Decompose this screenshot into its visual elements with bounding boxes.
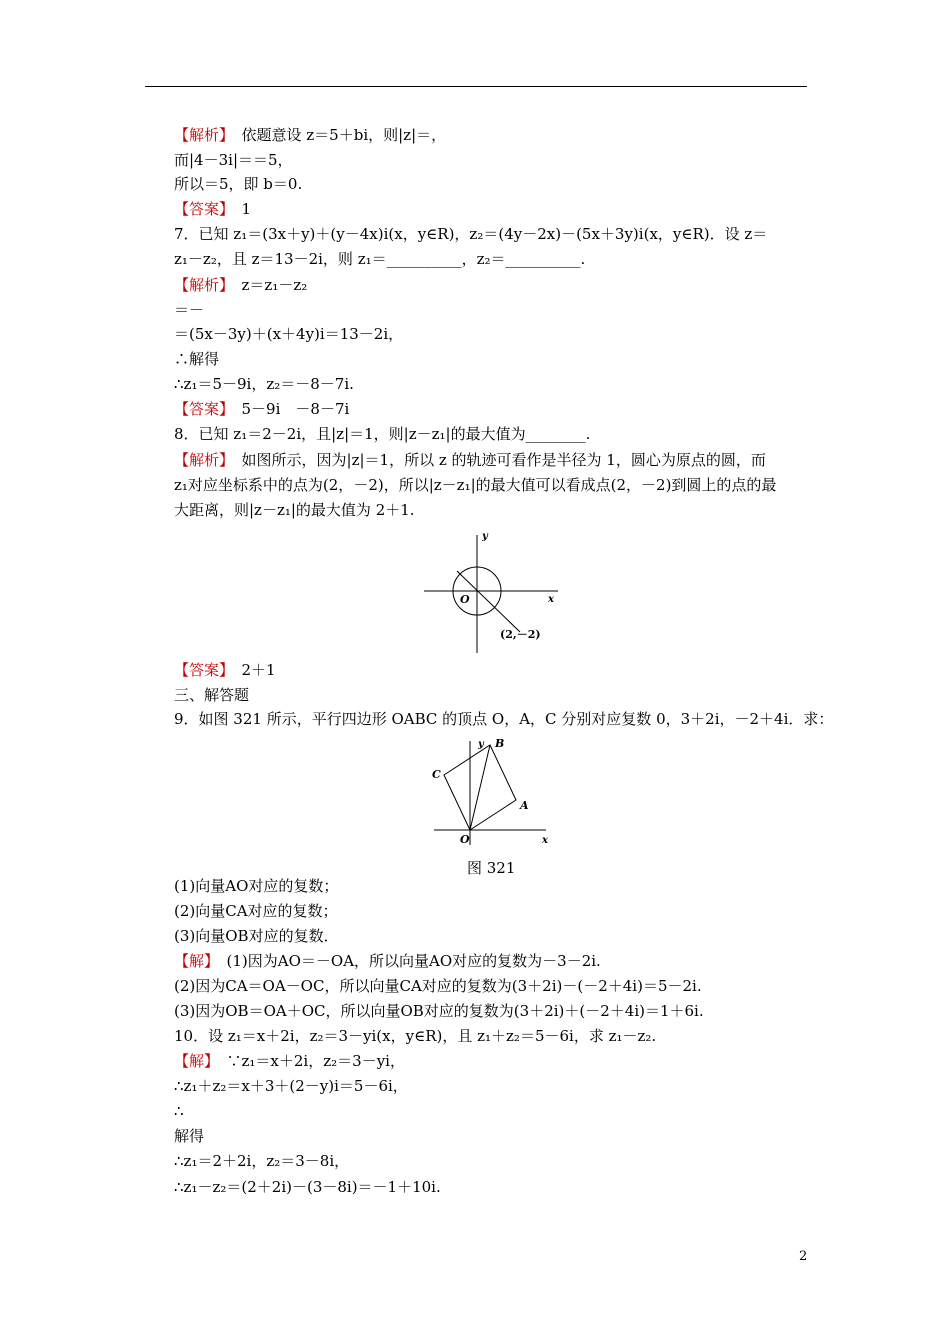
section-tag: 【解析】 [174,451,227,469]
text-line [174,660,276,680]
header-rule [145,86,807,87]
section-tag: 【答案】 [174,661,227,679]
section-tag: 【答案】 [174,200,227,218]
line-text: (2)因为CA＝OA－OC，所以向量CA对应的复数为(3＋2i)－(－2＋4i)＝5－2i. [174,977,702,995]
page-number: 2 [799,1249,808,1264]
text-line [174,1051,405,1071]
parallelogram-figure [430,735,560,850]
text-line [174,1076,408,1096]
text-line [174,926,339,946]
line-text: 7．已知 z₁＝(3x＋y)＋(y－4x)i(x，y∈R)，z₂＝(4y－2x)－(5x＋3y)i(x，y∈R)．设 z＝ [174,225,768,243]
line-text: ∴z₁－z₂＝(2＋2i)－(3－8i)＝－1＋10i. [174,1178,441,1196]
section-tag: 【答案】 [174,400,227,418]
text-line [174,424,590,444]
line-text: 9．如图 321 所示，平行四边形 OABC 的顶点 O，A，C 分别对应复数 0，3＋2i，－2＋4i．求： [174,710,834,728]
line-text: (3)向量OB对应的复数． [174,927,339,945]
text-line [174,1001,704,1021]
line-text: z＝z₁－z₂ [226,276,308,294]
text-line [174,709,833,729]
section-tag: 【解】 [174,1052,212,1070]
text-line [174,901,338,921]
line-text: (1)因为AO＝－OA，所以向量AO对应的复数为－3－2i. [211,952,601,970]
text-line [174,450,766,470]
line-text: ＝－ [174,301,205,319]
text-line [174,1101,184,1121]
text-line [174,349,219,369]
fig2-origin-label: O [460,833,470,846]
text-line [174,199,251,219]
line-text: 依题意设 z＝5＋bi，则|z|＝， [226,126,447,144]
text-line [174,1151,349,1171]
line-text: (3)因为OB＝OA＋OC，所以向量OB对应的复数为(3＋2i)＋(－2＋4i)＝1＋6i. [174,1002,704,1020]
line-text: 10．设 z₁＝x＋2i，z₂＝3－yi(x，y∈R)，且 z₁＋z₂＝5－6i，求 z₁－z₂. [174,1027,657,1045]
text-line [174,150,293,170]
fig1-x-label: x [548,594,554,605]
line-text: (2)向量CA对应的复数； [174,902,338,920]
line-text: 大距离，则|z－z₁|的最大值为 2＋1. [174,501,415,519]
fig2-vertex-a: A [520,799,529,812]
line-text: ∴z₁＝5－9i，z₂＝－8－7i. [174,375,354,393]
line-text: ∴z₁＋z₂＝x＋3＋(2－y)i＝5－6i， [174,1077,408,1095]
text-line [174,951,601,971]
line-text: 而|4－3i|＝＝5， [174,151,293,169]
line-text: ∴解得 [174,350,220,368]
fig2-y-label: y [478,739,484,750]
line-text: z₁－z₂，且 z＝13－2i，则 z₁＝__________，z₂＝__________. [174,250,586,268]
line-text: 三、解答题 [174,686,250,704]
text-line [174,224,767,244]
line-text: ∴z₁＝2＋2i，z₂＝3－8i， [174,1152,350,1170]
text-line [174,1126,204,1146]
line-text: ∴ [174,1102,184,1120]
text-line [174,249,585,269]
line-text: ∵z₁＝x＋2i，z₂＝3－yi， [211,1052,405,1070]
section-tag: 【解析】 [174,276,227,294]
line-text: z₁对应坐标系中的点为(2，－2)，所以|z－z₁|的最大值可以看成点(2，－2)到圆上的点的最 [174,476,777,494]
text-line [174,374,354,394]
fig1-point-label: (2,－2) [500,628,541,641]
text-line [174,1026,656,1046]
fig1-y-label: y [482,531,488,542]
figure-caption: 图 321 [467,859,516,877]
section-tag: 【解析】 [174,126,227,144]
line-text: 5－9i －8－7i [226,400,350,418]
text-line [174,475,776,495]
text-line [174,399,349,419]
line-text: 8．已知 z₁＝2－2i，且|z|＝1，则|z－z₁|的最大值为________. [174,425,591,443]
line-text: 1 [226,200,252,218]
line-text: 如图所示，因为|z|＝1，所以 z 的轨迹可看作是半径为 1，圆心为原点的圆，而 [226,451,766,469]
text-line [174,275,307,295]
fig2-x-label: x [542,835,548,846]
circle-figure [420,525,570,657]
fig2-vertex-b: B [495,737,505,750]
fig1-origin-label: O [460,593,470,606]
fig2-vertex-c: C [432,768,441,781]
line-text: ＝(5x－3y)＋(x＋4y)i＝13－2i， [174,325,404,343]
text-line [174,976,702,996]
line-text: (1)向量AO对应的复数； [174,877,339,895]
line-text: 所以＝5，即 b＝0. [174,175,303,193]
text-line [174,1177,441,1197]
text-line [174,500,415,520]
text-line [174,685,249,705]
section-tag: 【解】 [174,952,212,970]
line-text: 解得 [174,1127,205,1145]
text-line [174,125,446,145]
text-line [174,876,338,896]
line-text: 2＋1 [226,661,276,679]
text-line [174,324,403,344]
text-line [174,300,204,320]
text-line [174,174,302,194]
